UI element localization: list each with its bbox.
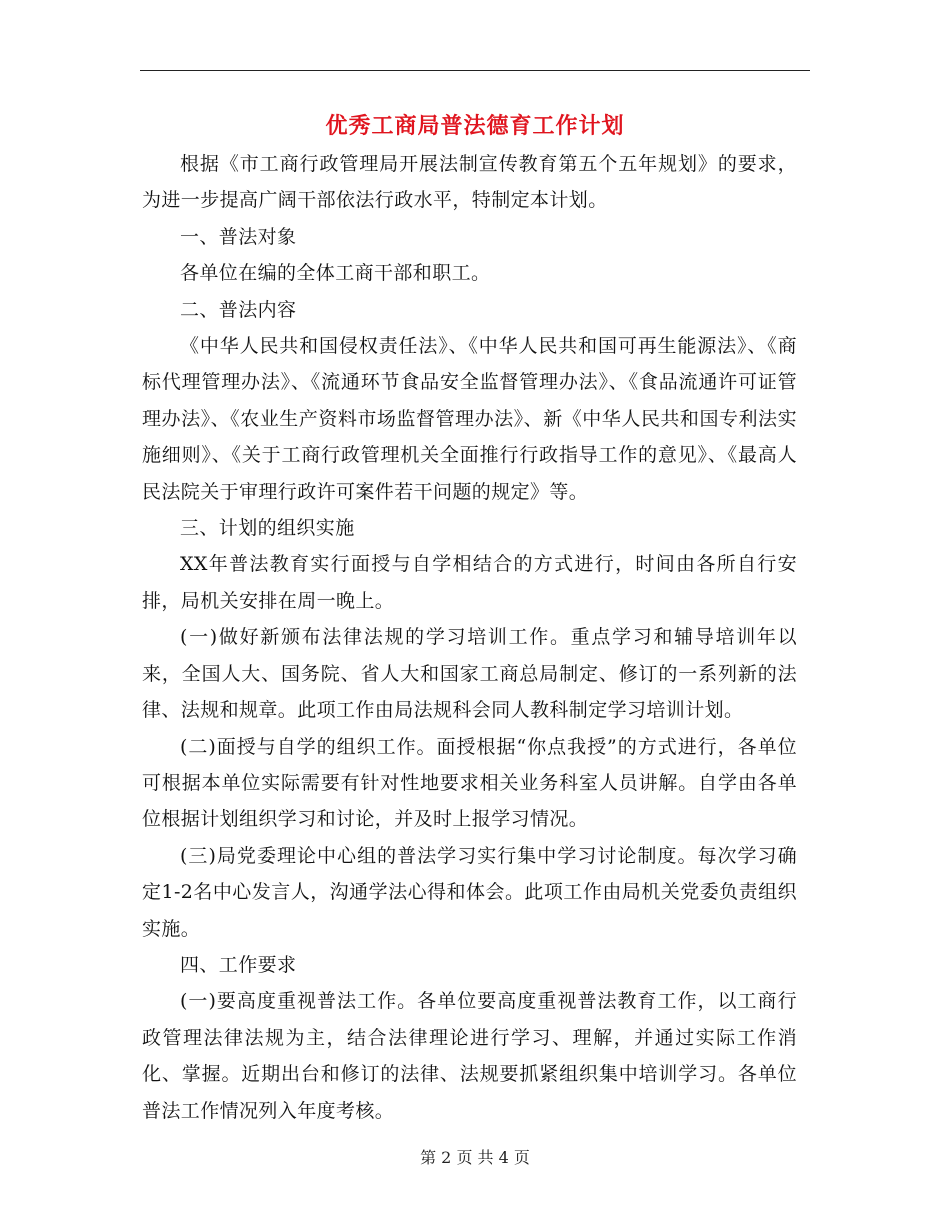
body-paragraph: (一)要高度重视普法工作。各单位要高度重视普法教育工作，以工商行政管理法律法规为主，结合法律理论进行学习、理解，并通过实际工作消化、掌握。近期出台和修订的法律、法规要抓紧组织集中培训学习。各单位普法工作情况列入年度考核。 [142,990,797,1122]
document-body [142,146,797,1129]
body-paragraph: (一)做好新颁布法律法规的学习培训工作。重点学习和辅导培训年以来，全国人大、国务院、省人大和国家工商总局制定、修订的一系列新的法律、法规和规章。此项工作由局法规科会同人教科制定学习培训计划。 [142,626,797,722]
body-paragraph: XX年普法教育实行面授与自学相结合的方式进行，时间由各所自行安排，局机关安排在周一晚上。 [142,553,797,612]
section-heading-4: 四、工作要求 [180,953,297,976]
section-heading-1: 一、普法对象 [180,225,297,248]
body-paragraph: (二)面授与自学的组织工作。面授根据“你点我授”的方式进行，各单位可根据本单位实际需要有针对性地要求相关业务科室人员讲解。自学由各单位根据计划组织学习和讨论，并及时上报学习情况。 [142,735,797,831]
intro-paragraph: 根据《市工商行政管理局开展法制宣传教育第五个五年规划》的要求，为进一步提高广阔干部依法行政水平，特制定本计划。 [142,153,797,212]
document-title: 优秀工商局普法德育工作计划 [325,113,625,139]
body-paragraph: 《中华人民共和国侵权责任法》、《中华人民共和国可再生能源法》、《商标代理管理办法》、《流通环节食品安全监督管理办法》、《食品流通许可证管理办法》、《农业生产资料市场监督管理办法》、新《中华人民共和国专利法实施细则》、《关于工商行政管理机关全面推行行政指导工作的意见》、《最高人民法院关于审理行政许可案件若干问题的规定》等。 [142,335,797,503]
header-rule [140,70,810,71]
section-heading-2: 二、普法内容 [180,298,297,321]
body-paragraph: 各单位在编的全体工商干部和职工。 [180,262,491,285]
section-heading-3: 三、计划的组织实施 [180,517,355,540]
body-paragraph: (三)局党委理论中心组的普法学习实行集中学习讨论制度。每次学习确定1-2名中心发言人，沟通学法心得和体会。此项工作由局机关党委负责组织实施。 [142,844,797,940]
page-number: 第 2 页 共 4 页 [420,1148,530,1167]
